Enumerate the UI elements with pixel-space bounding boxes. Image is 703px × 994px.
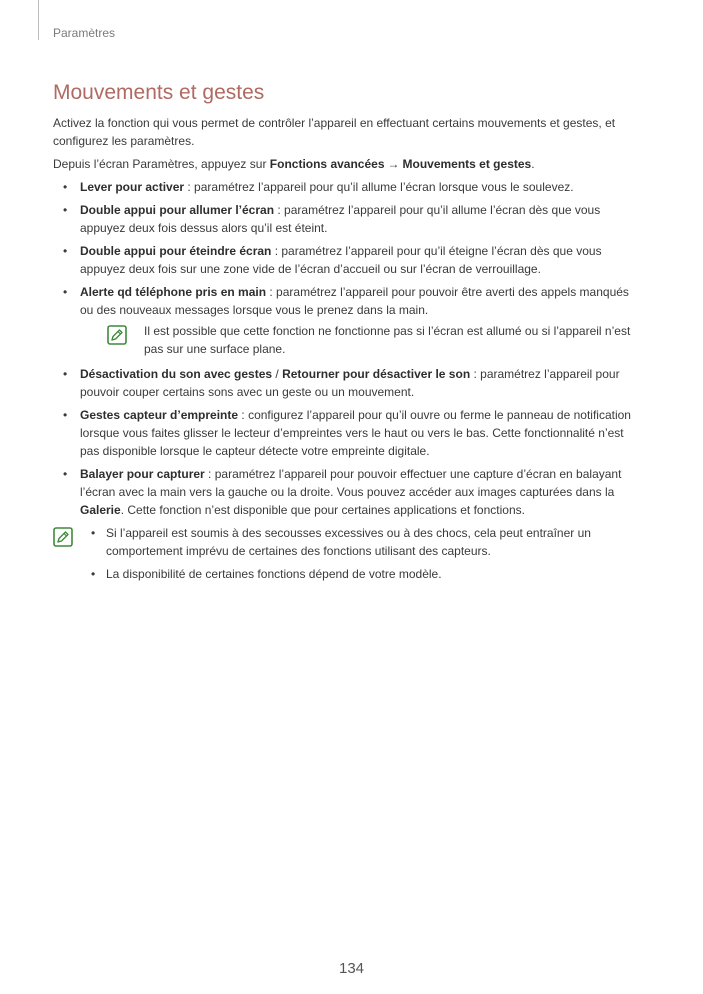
page-number: 134: [338, 960, 365, 977]
list-item: • Balayer pour capturer : paramétrez l’appareil pour pouvoir effectuer une capture d’écran en balayant l’écran avec la main vers la gauche ou la droite. Vous pouvez accéder aux images capturées dans la Galerie. Cette fonction n’est disponible que pour certaines applications et fonctions.: [53, 465, 645, 519]
path-step-advanced-features: Fonctions avancées: [269, 157, 385, 171]
settings-path: Depuis l’écran Paramètres, appuyez sur Fonctions avancées → Mouvements et gestes.: [53, 157, 535, 171]
note-block: [107, 322, 645, 358]
list-item: • Double appui pour éteindre écran : paramétrez l’appareil pour qu’il éteigne l’écran dès que vous appuyez deux fois sur une zone vide de l’écran d’accueil ou sur l’écran de verrouillage.: [53, 242, 645, 278]
list-item: • Lever pour activer : paramétrez l’appareil pour qu’il allume l’écran lorsque vous le soulevez.: [53, 178, 645, 196]
arrow-icon: →: [387, 157, 400, 171]
list-item: • Si l’appareil est soumis à des secousses excessives ou à des chocs, cela peut entraîner un comportement imprévu de certaines des fonctions utilisant des capteurs.: [80, 524, 645, 560]
note-pencil-icon: [107, 325, 127, 345]
note-text: Il est possible que cette fonction ne fonctionne pas si l’écran est allumé ou si l’appareil n’est pas sur une surface plane.: [144, 324, 631, 356]
notes-list: [80, 524, 645, 583]
path-step-motions-gestures: Mouvements et gestes: [402, 157, 532, 171]
notes-block: [53, 524, 645, 583]
list-item: • Gestes capteur d’empreinte : configurez l’appareil pour qu’il ouvre ou ferme le panneau de notification lorsque vous faites glisser le lecteur d’empreintes vers le haut ou vers le bas. Cette fonctionnalité n’est pas disponible lorsque le capteur détecte votre empreinte digitale.: [53, 406, 645, 460]
page-title: Mouvements et gestes: [53, 81, 265, 104]
intro-text: Activez la fonction qui vous permet de contrôler l’appareil en effectuant certains mouvements et gestes, et configurez les paramètres.: [53, 116, 616, 148]
section-header: Paramètres: [53, 26, 116, 40]
list-item: • Double appui pour allumer l’écran : paramétrez l’appareil pour qu’il allume l’écran dès que vous appuyez deux fois dessus alors qu’il est éteint.: [53, 201, 645, 237]
header-divider: [38, 0, 39, 40]
list-item: • Désactivation du son avec gestes / Retourner pour désactiver le son : paramétrez l’appareil pour pouvoir couper certains sons avec un geste ou un mouvement.: [53, 365, 645, 401]
feature-list: [53, 178, 645, 519]
note-pencil-icon: [53, 527, 73, 547]
list-item: • Alerte qd téléphone pris en main : paramétrez l’appareil pour pouvoir être averti des appels manqués ou des nouveaux messages lorsque vous le prenez dans la main. Il est possible que cette fonction ne fonctionne pas si l’écran est allumé ou si l’appareil n’est pas sur une surface plane.: [53, 283, 645, 358]
list-item: • La disponibilité de certaines fonctions dépend de votre modèle.: [80, 565, 645, 583]
main-content: [53, 114, 645, 588]
